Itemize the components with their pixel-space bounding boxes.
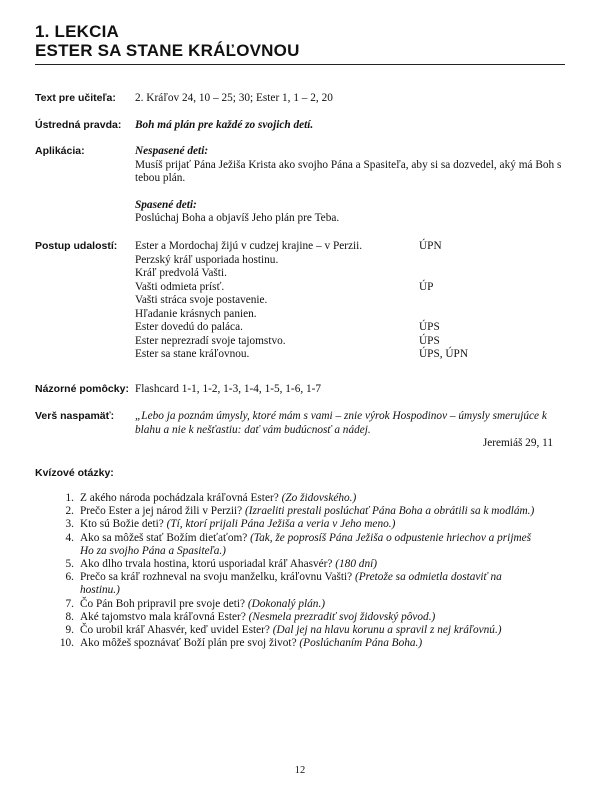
quiz-item: 8. Aké tajomstvo mala kráľovná Ester? (Nesmela prezradiť svoj židovský pôvod.) bbox=[65, 610, 436, 623]
unsaved-text: Musíš prijať Pána Ježiša Krista ako svojho Pána a Spasiteľa, aby si sa dozvedel, aký má Boh s tebou plán. bbox=[135, 158, 562, 184]
header-divider bbox=[35, 64, 565, 65]
quiz-item: 3. Kto sú Božie deti? (Tí, ktorí prijali Pána Ježiša a veria v Jeho meno.) bbox=[65, 518, 396, 531]
saved-heading: Spasené deti: bbox=[135, 198, 197, 211]
quiz-list bbox=[58, 492, 538, 650]
lesson-title: ESTER SA STANE KRÁĽOVNOU bbox=[35, 41, 300, 60]
quiz-item: 5. Ako dlho trvala hostina, ktorú usporiadal kráľ Ahasvér? (180 dní) bbox=[65, 558, 377, 571]
events-list bbox=[135, 240, 565, 362]
event-item: Ester a Mordochaj žijú v cudzej krajine – v Perzii. ÚPN bbox=[135, 240, 442, 252]
quiz-item: 6. Prečo sa kráľ rozhneval na svoju manželku, kráľovnu Vašti? (Pretože sa odmietla dostaviť na hostinu.) bbox=[65, 571, 502, 597]
event-item: Ester dovedú do paláca. ÚPS bbox=[135, 321, 440, 333]
page-number: 12 bbox=[294, 765, 306, 776]
lesson-number: 1. LEKCIA bbox=[35, 22, 119, 41]
event-item: Vašti stráca svoje postavenie. bbox=[135, 294, 268, 306]
quiz-item: 10. Ako môžeš spoznávať Boží plán pre svoj život? (Poslúchaním Pána Boha.) bbox=[59, 637, 423, 650]
saved-text: Poslúchaj Boha a objavíš Jeho plán pre Teba. bbox=[135, 212, 340, 224]
memory-verse-reference: Jeremiáš 29, 11 bbox=[482, 437, 553, 449]
quiz-item: 1. Z akého národa pochádzala kráľovná Ester? (Zo židovského.) bbox=[65, 492, 357, 504]
event-item: Perzský kráľ usporiada hostinu. bbox=[135, 253, 279, 266]
event-item: Hľadanie krásnych panien. bbox=[135, 307, 257, 320]
application-content bbox=[135, 145, 565, 226]
memory-verse-content bbox=[135, 410, 565, 451]
quiz-item: 9. Čo urobil kráľ Ahasvér, keď uvidel Ester? (Dal jej na hlavu korunu a spravil z nej kráľovnú.) bbox=[65, 624, 502, 637]
unsaved-heading: Nespasené deti: bbox=[135, 145, 209, 157]
memory-verse-text: „Lebo ja poznám úmysly, ktoré mám s vami – znie výrok Hospodinov – úmysly smerujúce k blahu a nie k nešťastiu: dať vám budúcnosť a nádej. bbox=[135, 410, 547, 436]
events-label: Postup udalostí: bbox=[35, 240, 118, 252]
event-item: Ester neprezradí svoje tajomstvo. ÚPS bbox=[135, 334, 440, 347]
memory-verse-label: Verš naspamäť: bbox=[35, 410, 115, 422]
application-label: Aplikácia: bbox=[35, 145, 85, 157]
event-item: Ester sa stane kráľovnou. ÚPS, ÚPN bbox=[135, 348, 468, 360]
event-item: Vašti odmieta prísť. ÚP bbox=[135, 280, 434, 293]
quiz-item: 7. Čo Pán Boh pripravil pre svoje deti? (Dokonalý plán.) bbox=[65, 597, 326, 610]
visual-aids-label: Názorné pomôcky: bbox=[35, 383, 129, 395]
quiz-item: 4. Ako sa môžeš stať Božím dieťaťom? (Tak, že poprosíš Pána Ježiša o odpustenie hriechov a prijmeš Ho za svojho Pána a Spasiteľa.) bbox=[65, 531, 532, 557]
visual-aids-value: Flashcard 1-1, 1-2, 1-3, 1-4, 1-5, 1-6, 1-7 bbox=[135, 383, 322, 395]
central-truth-label: Ústredná pravda: bbox=[35, 119, 122, 131]
text-for-teacher-value: 2. Kráľov 24, 10 – 25; 30; Ester 1, 1 – 2, 20 bbox=[135, 92, 333, 104]
lesson-header bbox=[35, 22, 565, 65]
text-for-teacher-label: Text pre učiteľa: bbox=[35, 92, 116, 104]
quiz-title: Kvízové otázky: bbox=[35, 467, 114, 479]
quiz-item: 2. Prečo Ester a jej národ žili v Perzii? (Izraeliti prestali poslúchať Pána Boha a obrátili sa k modlám.) bbox=[65, 505, 535, 518]
event-item: Kráľ predvolá Vašti. bbox=[135, 267, 227, 279]
central-truth-value: Boh má plán pre každé zo svojich detí. bbox=[135, 119, 314, 131]
